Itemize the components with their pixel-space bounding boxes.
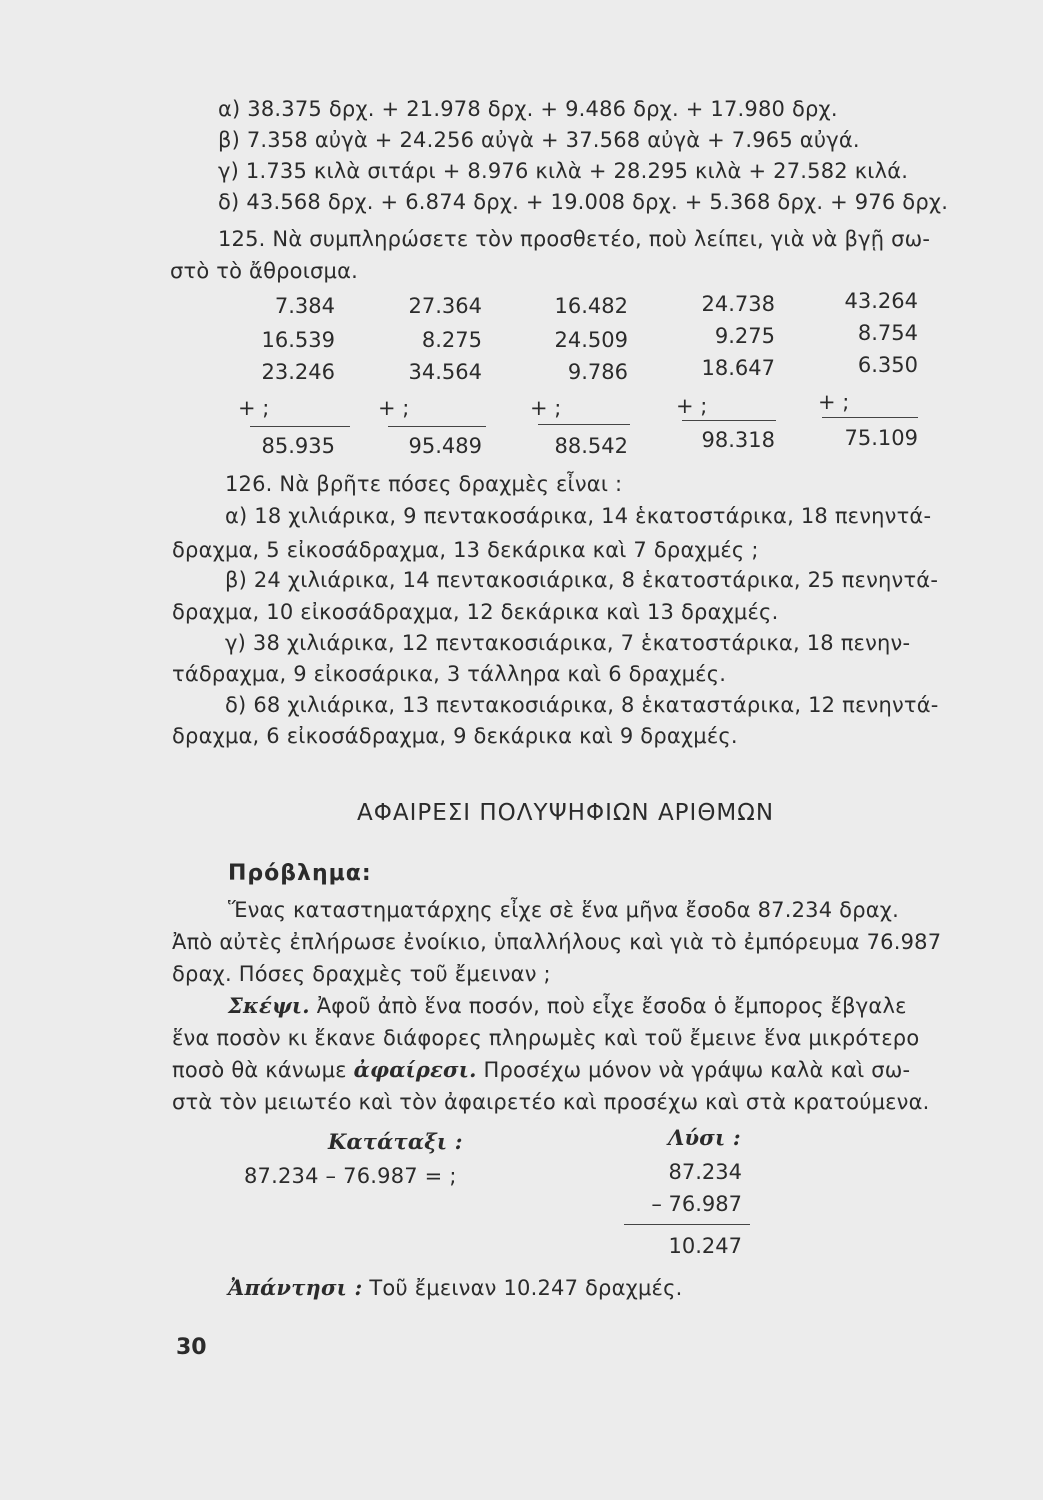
missing-addend: + ; <box>530 396 562 420</box>
setup-label: Κατάταξι : <box>328 1129 463 1154</box>
exercise-126-line: δ) 68 χιλιάρικα, 13 πεντακοσιάρικα, 8 ἑκαταστάρικα, 12 πενηντά- <box>225 693 939 717</box>
exercise-126-line: γ) 38 χιλιάρικα, 12 πεντακοσιάρικα, 7 ἑκατοστάρικα, 18 πενην- <box>225 631 911 655</box>
thinking-text: Ἀφοῦ ἀπὸ ἕνα ποσόν, ποὺ εἶχε ἔσοδα ὁ ἔμπορος ἔβγαλε <box>316 994 907 1018</box>
answer-label: Ἀπάντησι : <box>228 1275 363 1300</box>
addend-b: 8.275 <box>421 328 482 352</box>
section-title: ΑΦΑΙΡΕΣΙ ΠΟΛΥΨΗΦΙΩΝ ΑΡΙΘΜΩΝ <box>357 800 775 826</box>
addend-b: 16.539 <box>261 328 335 352</box>
answer-line <box>228 1274 682 1302</box>
column-sum: 98.318 <box>701 428 775 452</box>
missing-addend: + ; <box>676 394 708 418</box>
addition-row-b: β) 7.358 αὐγὰ + 24.256 αὐγὰ + 37.568 αὐγὰ + 7.965 αὐγά. <box>218 128 860 152</box>
problem-label: Πρόβλημα: <box>228 861 372 886</box>
exercise-126-line: δραχμα, 5 εἰκοσάδραχμα, 13 δεκάρικα καὶ 7 δραχμές ; <box>172 538 759 562</box>
addend-c: 18.647 <box>701 356 775 380</box>
thinking-line4: στὰ τὸν μειωτέο καὶ τὸν ἀφαιρετέο καὶ προσέχω καὶ στὰ κρατούμενα. <box>172 1090 930 1114</box>
addend-a: 24.738 <box>701 292 775 316</box>
problem-line: Ἕνας καταστηματάρχης εἶχε σὲ ἕνα μῆνα ἔσοδα 87.234 δραχ. <box>228 898 900 922</box>
addend-b: 9.275 <box>714 324 775 348</box>
sum-rule <box>682 420 776 421</box>
exercise-125-line2: στὸ τὸ ἄθροισμα. <box>170 259 359 283</box>
addition-row-a: α) 38.375 δρχ. + 21.978 δρχ. + 9.486 δρχ. + 17.980 δρχ. <box>218 97 838 121</box>
sum-rule <box>388 426 486 427</box>
operation-keyword: ἀφαίρεσι. <box>353 1057 477 1082</box>
column-sum: 88.542 <box>554 434 628 458</box>
column-sum: 85.935 <box>261 434 335 458</box>
thinking-label: Σκέψι. <box>228 993 310 1018</box>
thinking-text: Προσέχω μόνον νὰ γράψω καλὰ καὶ σω- <box>483 1058 911 1082</box>
exercise-126-title: 126. Νὰ βρῆτε πόσες δραχμὲς εἶναι : <box>225 472 623 496</box>
column-sum: 75.109 <box>844 426 918 450</box>
page-number: 30 <box>176 1335 207 1360</box>
addend-a: 27.364 <box>408 294 482 318</box>
addition-row-d: δ) 43.568 δρχ. + 6.874 δρχ. + 19.008 δρχ. + 5.368 δρχ. + 976 δρχ. <box>218 190 949 214</box>
problem-line: δραχ. Πόσες δραχμὲς τοῦ ἔμειναν ; <box>172 962 551 986</box>
missing-addend: + ; <box>238 396 270 420</box>
difference: 10.247 <box>668 1234 742 1258</box>
solution-label: Λύσι : <box>668 1125 741 1150</box>
exercise-126-line: α) 18 χιλιάρικα, 9 πεντακοσάρικα, 14 ἑκατοστάρικα, 18 πενηντά- <box>225 504 932 528</box>
addend-a: 16.482 <box>554 294 628 318</box>
exercise-126-line: τάδραχμα, 9 εἰκοσάρικα, 3 τάλληρα καὶ 6 δραχμές. <box>172 662 727 686</box>
addend-c: 9.786 <box>567 360 628 384</box>
missing-addend: + ; <box>818 390 850 414</box>
sum-rule <box>822 417 918 418</box>
thinking-text: ποσὸ θὰ κάνωμε <box>172 1058 347 1082</box>
exercise-125-line1: 125. Νὰ συμπληρώσετε τὸν προσθετέο, ποὺ λείπει, γιὰ νὰ βγῇ σω- <box>218 227 931 251</box>
thinking-line3 <box>172 1056 910 1084</box>
addend-c: 6.350 <box>857 353 918 377</box>
addend-a: 43.264 <box>844 289 918 313</box>
column-sum: 95.489 <box>408 434 482 458</box>
addend-b: 24.509 <box>554 328 628 352</box>
addition-row-c: γ) 1.735 κιλὰ σιτάρι + 8.976 κιλὰ + 28.295 κιλὰ + 27.582 κιλά. <box>218 159 909 183</box>
thinking-line2: ἕνα ποσὸν κι ἔκανε διάφορες πληρωμὲς καὶ τοῦ ἔμεινε ἕνα μικρότερο <box>172 1026 920 1050</box>
thinking-line1 <box>228 992 907 1020</box>
exercise-126-line: δραχμα, 6 εἰκοσάδραχμα, 9 δεκάρικα καὶ 9 δραχμές. <box>172 724 738 748</box>
exercise-126-line: β) 24 χιλιάρικα, 14 πεντακοσιάρικα, 8 ἑκατοστάρικα, 25 πενηντά- <box>225 568 939 592</box>
addend-c: 23.246 <box>261 360 335 384</box>
problem-line: Ἀπὸ αὐτὲς ἐπλήρωσε ἐνοίκιο, ὑπαλλήλους καὶ γιὰ τὸ ἐμπόρευμα 76.987 <box>172 930 942 954</box>
subtraction-rule <box>624 1224 750 1225</box>
minuend: 87.234 <box>668 1160 742 1184</box>
addend-a: 7.384 <box>274 294 335 318</box>
exercise-126-line: δραχμα, 10 εἰκοσάδραχμα, 12 δεκάρικα καὶ 13 δραχμές. <box>172 600 779 624</box>
addend-b: 8.754 <box>857 321 918 345</box>
addend-c: 34.564 <box>408 360 482 384</box>
sum-rule <box>250 426 350 427</box>
subtrahend: – 76.987 <box>651 1192 742 1216</box>
setup-expression: 87.234 – 76.987 = ; <box>244 1164 457 1188</box>
sum-rule <box>538 424 630 425</box>
missing-addend: + ; <box>378 396 410 420</box>
answer-text: Τοῦ ἔμειναν 10.247 δραχμές. <box>369 1276 683 1300</box>
